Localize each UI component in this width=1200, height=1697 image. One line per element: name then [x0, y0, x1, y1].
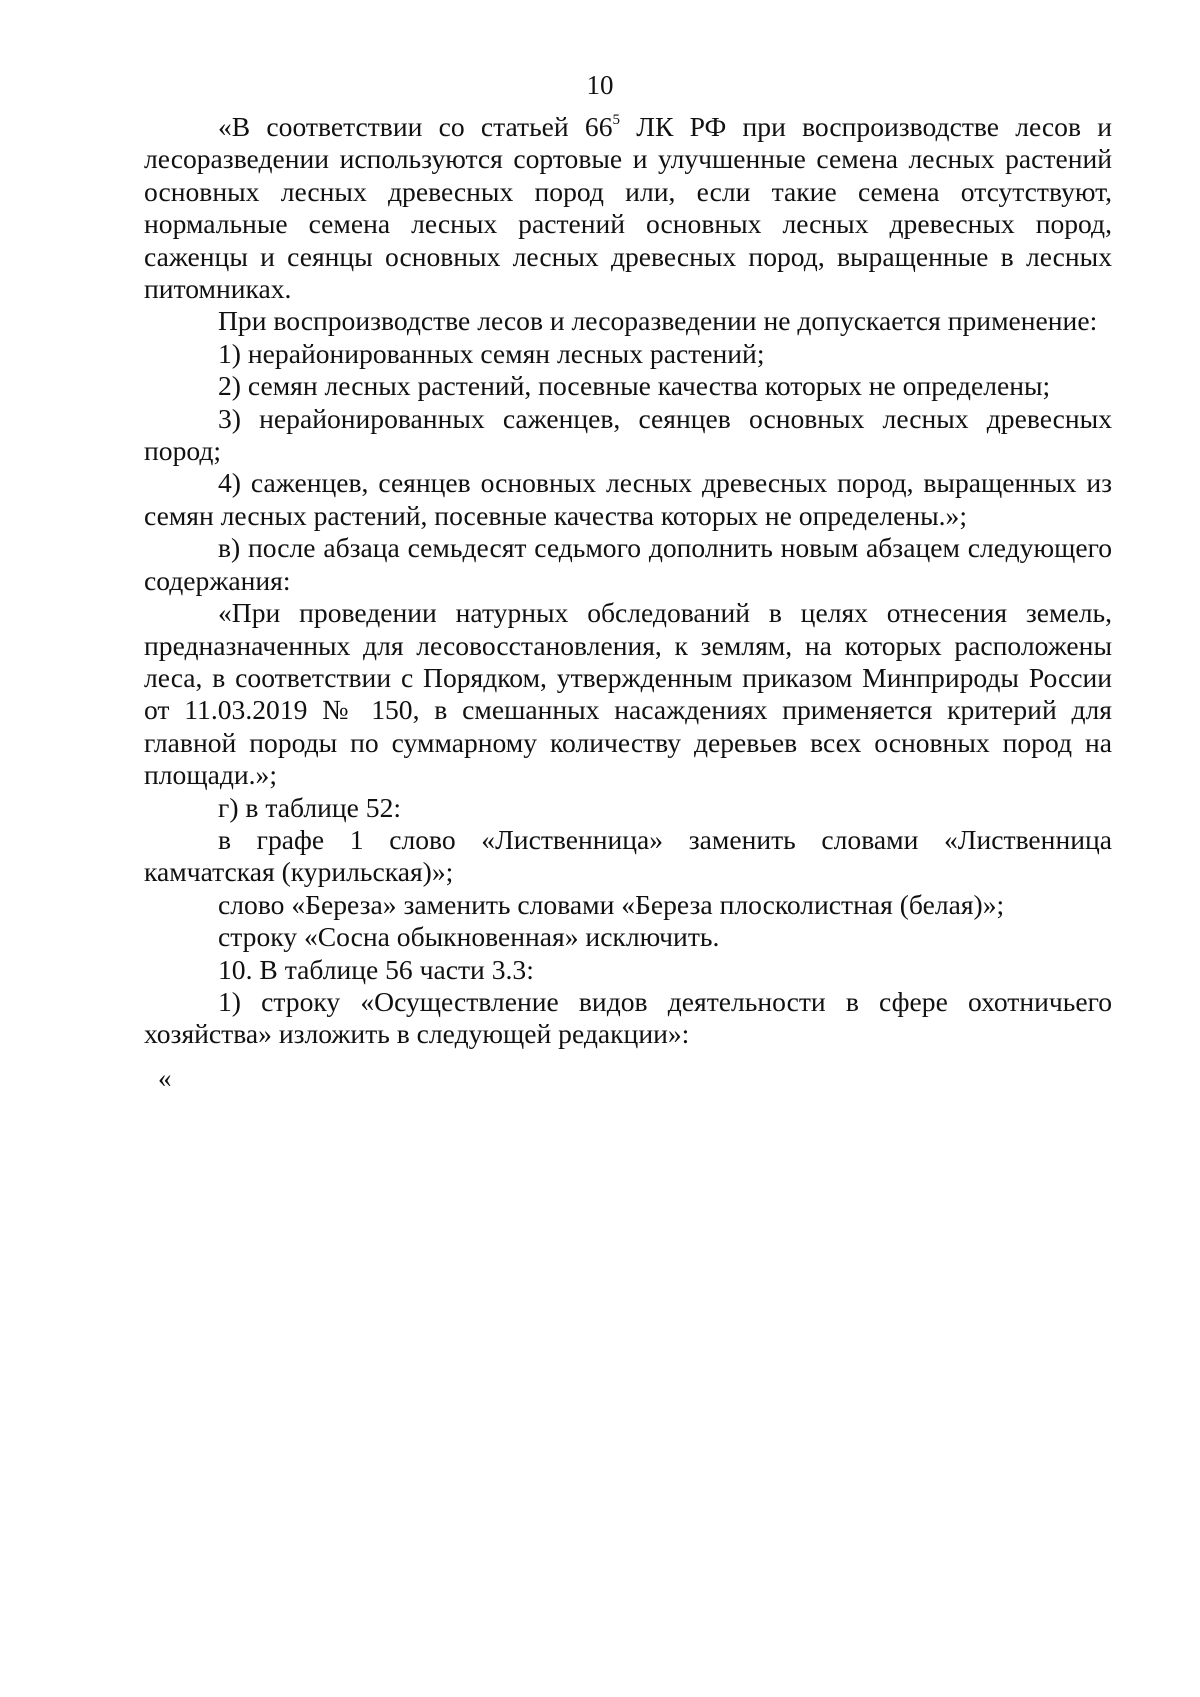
paragraph-birch-replace: слово «Береза» заменить словами «Береза плосколистная (белая)»;	[218, 888, 1005, 920]
paragraph-amendment-g: г) в таблице 52:	[218, 791, 402, 823]
paragraph-prohibited-intro: При воспроизводстве лесов и лесоразведении не допускается применение:	[218, 305, 1098, 337]
paragraph-hunting-row: 1) строку «Осуществление видов деятельности в сфере охотничьего хозяйства» изложить в следующей редакции»:	[144, 985, 1112, 1050]
opening-quote-mark: «	[158, 1063, 172, 1093]
paragraph-amendment-v: в) после абзаца семьдесят седьмого дополнить новым абзацем следующего содержания:	[144, 532, 1112, 596]
paragraph-item-10: 10. В таблице 56 части 3.3:	[218, 953, 534, 985]
page-number: 10	[586, 70, 614, 100]
document-body	[144, 111, 1112, 1051]
list-item-1: 1) нерайонированных семян лесных растений;	[218, 337, 765, 369]
paragraph-field-survey: «При проведении натурных обследований в целях отнесения земель, предназначенных для лесовосстановления, к землям, на которых расположены леса, в соответствии с Порядком, утвержденным приказом Минприроды России от 11.03.2019 № 150, в смешанных насаждениях применяется критерий для главной породы по суммарному количеству деревьев всех основных пород на площади.»;	[144, 597, 1112, 791]
paragraph-text: «В соответствии со статьей 66	[218, 111, 613, 142]
paragraph-seed-usage	[144, 111, 1112, 305]
paragraph-larch-replace: в графе 1 слово «Лиственница» заменить словами «Лиственница камчатская (курильская)»;	[144, 823, 1112, 888]
paragraph-pine-exclude: строку «Сосна обыкновенная» исключить.	[218, 921, 720, 953]
article-superscript: 5	[612, 112, 621, 128]
paragraph-text: ЛК РФ при воспроизводстве лесов и лесоразведении используются сортовые и улучшенные семена лесных растений основных лесных древесных пород или, если такие семена отсутствуют, нормальные семена лесных растений основных лесных древесных пород, саженцы и сеянцы основных лесных древесных пород, выращенные в лесных питомниках.	[144, 111, 1112, 305]
list-item-3: 3) нерайонированных саженцев, сеянцев основных лесных древесных пород;	[144, 402, 1112, 467]
list-item-4: 4) саженцев, сеянцев основных лесных древесных пород, выращенных из семян лесных растений, посевные качества которых не определены.»;	[144, 467, 1112, 531]
list-item-2: 2) семян лесных растений, посевные качества которых не определены;	[218, 370, 1051, 402]
